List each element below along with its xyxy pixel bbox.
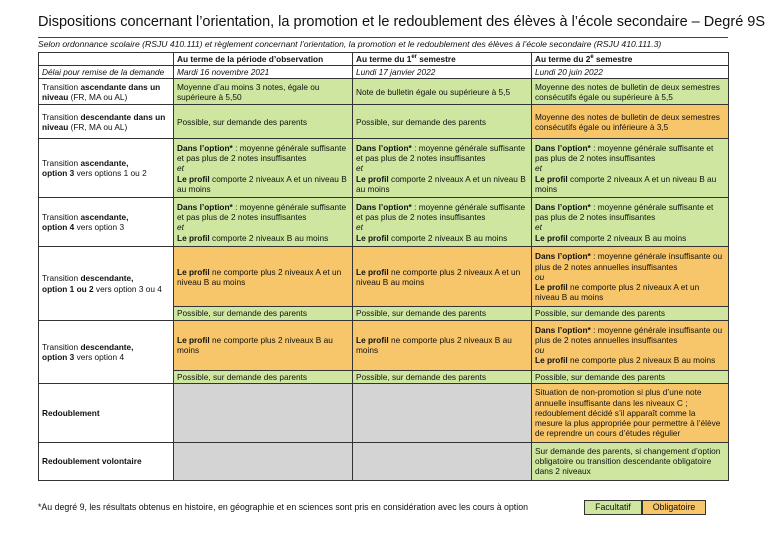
cell-semestre-1: Le profil ne comporte plus 2 niveaux B au moins [353,320,532,370]
header-semestre-1: Au terme du 1er semestre [353,53,532,66]
redoublement-row [39,383,729,442]
cell-semestre-2: Possible, sur demande des parents [532,307,729,320]
row-label: Redoublement volontaire [39,442,174,480]
header-empty [39,53,174,66]
cell-semestre-1: Note de bulletin égale ou supérieure à 5,5 [353,79,532,105]
transition-ascendante-niveau-row [39,79,729,105]
cell-semestre-1: Dans l’option* : moyenne générale suffisante et pas plus de 2 notes insuffisantes et Le profil comporte 2 niveaux B au moins [353,198,532,247]
cell-semestre-1: Possible, sur demande des parents [353,105,532,139]
row-label: Transition ascendante, option 3 vers options 1 ou 2 [39,139,174,198]
delai-semestre-2: Lundi 20 juin 2022 [532,66,729,79]
cell-observation [174,383,353,442]
cell-observation: Dans l’option* : moyenne générale suffisante et pas plus de 2 notes insuffisantes et Le profil comporte 2 niveaux B au moins [174,198,353,247]
cell-observation: Possible, sur demande des parents [174,370,353,383]
cell-semestre-1: Possible, sur demande des parents [353,370,532,383]
row-label: Transition ascendante dans un niveau (FR, MA ou AL) [39,79,174,105]
cell-semestre-1: Le profil ne comporte plus 2 niveaux A et un niveau B au moins [353,247,532,307]
row-label: Redoublement [39,383,174,442]
page-subtitle: Selon ordonnance scolaire (RSJU 410.111) et règlement concernant l’orientation, la promotion et le redoublement des élèves à l’école secondaire (RSJU 410.111.3) [38,37,728,49]
legend-obligatoire: Obligatoire [642,500,706,515]
delai-row [39,66,729,79]
delai-semestre-1: Lundi 17 janvier 2022 [353,66,532,79]
cell-observation: Moyenne d’au moins 3 notes, égale ou supérieure à 5,50 [174,79,353,105]
transition-desc-option12-row [39,247,729,307]
cell-semestre-1: Dans l’option* : moyenne générale suffisante et pas plus de 2 notes insuffisantes et Le profil comporte 2 niveaux A et un niveau B au moins [353,139,532,198]
transition-desc-option3-row [39,320,729,370]
cell-semestre-2: Situation de non-promotion si plus d’une note annuelle insuffisante dans les niveaux C ; redoublement décidé s’il apparaît comme la mesure la plus appropriée pour permettre à l’élève de reprendre un cours d’études régulier [532,383,729,442]
cell-semestre-1 [353,442,532,480]
cell-observation: Possible, sur demande des parents [174,105,353,139]
delai-label: Délai pour remise de la demande [39,66,174,79]
cell-semestre-2: Possible, sur demande des parents [532,370,729,383]
header-observation: Au terme de la période d’observation [174,53,353,66]
row-label: Transition ascendante, option 4 vers option 3 [39,198,174,247]
cell-semestre-2: Sur demande des parents, si changement d’option obligatoire ou transition descendante obligatoire dans 2 niveaux [532,442,729,480]
transition-option3-row [39,139,729,198]
cell-semestre-1: Possible, sur demande des parents [353,307,532,320]
cell-semestre-1 [353,383,532,442]
row-label: Transition descendante, option 1 ou 2 vers option 3 ou 4 [39,247,174,320]
row-label: Transition descendante dans un niveau (FR, MA ou AL) [39,105,174,139]
rules-table [38,52,729,481]
row-label: Transition descendante, option 3 vers option 4 [39,320,174,383]
header-row [39,53,729,66]
cell-semestre-2: Dans l’option* : moyenne générale suffisante et pas plus de 2 notes insuffisantes et Le profil comporte 2 niveaux A et un niveau B au moins [532,139,729,198]
cell-semestre-2: Moyenne des notes de bulletin de deux semestres consécutifs égale ou inférieure à 3,5 [532,105,729,139]
cell-semestre-2: Moyenne des notes de bulletin de deux semestres consécutifs égale ou supérieure à 5,5 [532,79,729,105]
legend-facultatif: Facultatif [584,500,642,515]
cell-observation: Le profil ne comporte plus 2 niveaux A et un niveau B au moins [174,247,353,307]
transition-descendante-niveau-row [39,105,729,139]
cell-observation: Dans l’option* : moyenne générale suffisante et pas plus de 2 notes insuffisantes et Le profil comporte 2 niveaux A et un niveau B au moins [174,139,353,198]
cell-observation: Possible, sur demande des parents [174,307,353,320]
page-title: Dispositions concernant l’orientation, la promotion et le redoublement des élèves à l’école secondaire – Degré 9S [38,14,766,30]
redoublement-volontaire-row [39,442,729,480]
cell-observation [174,442,353,480]
header-semestre-2: Au terme du 2e semestre [532,53,729,66]
cell-semestre-2: Dans l’option* : moyenne générale insuffisante ou plus de 2 notes annuelles insuffisantes ou Le profil ne comporte plus 2 niveaux A et un niveau B au moins [532,247,729,307]
transition-option4-row [39,198,729,247]
cell-semestre-2: Dans l’option* : moyenne générale suffisante et pas plus de 2 notes insuffisantes et Le profil comporte 2 niveaux B au moins [532,198,729,247]
delai-observation: Mardi 16 novembre 2021 [174,66,353,79]
footnote: *Au degré 9, les résultats obtenus en histoire, en géographie et en sciences sont pris en considération avec les cours à option [38,502,528,512]
cell-semestre-2: Dans l’option* : moyenne générale insuffisante ou plus de 2 notes annuelles insuffisantes ou Le profil ne comporte plus 2 niveaux B au moins [532,320,729,370]
cell-observation: Le profil ne comporte plus 2 niveaux B au moins [174,320,353,370]
